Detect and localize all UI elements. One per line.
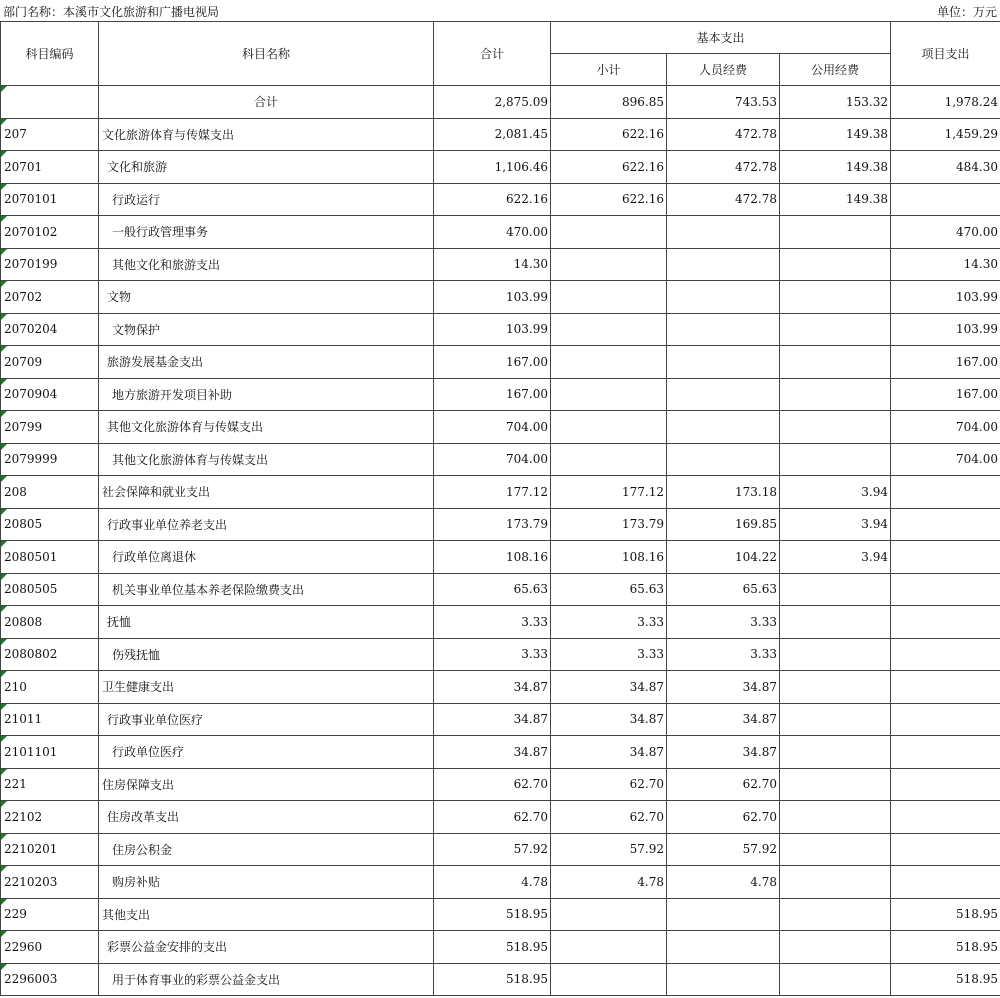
- cell-public: [780, 736, 891, 769]
- table-row: [1, 346, 1000, 379]
- column-header-basic: 基本支出: [551, 22, 891, 54]
- cell-total: 2,875.09: [434, 86, 551, 119]
- cell-project: 1,459.29: [891, 118, 1000, 151]
- cell-personnel: 34.87: [667, 736, 780, 769]
- cell-code: 22960: [1, 931, 99, 964]
- cell-code: 2080505: [1, 573, 99, 606]
- table-row: [1, 671, 1000, 704]
- cell-personnel: 62.70: [667, 801, 780, 834]
- cell-public: 153.32: [780, 86, 891, 119]
- cell-subtotal: [551, 411, 667, 444]
- cell-public: [780, 573, 891, 606]
- table-row: [1, 573, 1000, 606]
- cell-code: 20702: [1, 281, 99, 314]
- cell-name: 行政事业单位医疗: [99, 703, 434, 736]
- cell-personnel: [667, 216, 780, 249]
- cell-total: 62.70: [434, 801, 551, 834]
- cell-subtotal: 622.16: [551, 151, 667, 184]
- cell-personnel: 65.63: [667, 573, 780, 606]
- table-row: [1, 411, 1000, 444]
- cell-name: 用于体育事业的彩票公益金支出: [99, 963, 434, 996]
- expenditure-table: [0, 21, 1000, 996]
- cell-total: 103.99: [434, 313, 551, 346]
- cell-code: 207: [1, 118, 99, 151]
- cell-project: 103.99: [891, 281, 1000, 314]
- cell-personnel: [667, 411, 780, 444]
- cell-name: 其他文化和旅游支出: [99, 248, 434, 281]
- column-header-total: 合计: [434, 22, 551, 86]
- cell-project: [891, 508, 1000, 541]
- cell-subtotal: [551, 378, 667, 411]
- cell-public: [780, 833, 891, 866]
- cell-project: 167.00: [891, 346, 1000, 379]
- cell-code: 20805: [1, 508, 99, 541]
- cell-subtotal: 34.87: [551, 703, 667, 736]
- cell-project: 518.95: [891, 931, 1000, 964]
- cell-code: 21011: [1, 703, 99, 736]
- cell-project: 484.30: [891, 151, 1000, 184]
- cell-name: 文化和旅游: [99, 151, 434, 184]
- column-header-name: 科目名称: [99, 22, 434, 86]
- cell-personnel: [667, 248, 780, 281]
- cell-subtotal: [551, 281, 667, 314]
- cell-code: 210: [1, 671, 99, 704]
- cell-public: [780, 768, 891, 801]
- cell-public: 3.94: [780, 476, 891, 509]
- table-row: [1, 313, 1000, 346]
- table-body: [1, 86, 1000, 996]
- cell-name: 购房补贴: [99, 866, 434, 899]
- cell-name: 卫生健康支出: [99, 671, 434, 704]
- cell-name: 抚恤: [99, 606, 434, 639]
- cell-name: 伤残抚恤: [99, 638, 434, 671]
- cell-name: 文物: [99, 281, 434, 314]
- table-row: [1, 866, 1000, 899]
- cell-public: [780, 963, 891, 996]
- cell-personnel: [667, 281, 780, 314]
- cell-personnel: [667, 898, 780, 931]
- cell-public: [780, 671, 891, 704]
- cell-total: 470.00: [434, 216, 551, 249]
- cell-project: [891, 671, 1000, 704]
- table-row: [1, 183, 1000, 216]
- cell-public: [780, 638, 891, 671]
- cell-code: 2080501: [1, 541, 99, 574]
- cell-name: 一般行政管理事务: [99, 216, 434, 249]
- cell-total: 65.63: [434, 573, 551, 606]
- cell-total: 34.87: [434, 703, 551, 736]
- cell-code: 2210203: [1, 866, 99, 899]
- cell-code: 22102: [1, 801, 99, 834]
- cell-name: 行政事业单位养老支出: [99, 508, 434, 541]
- cell-total: 14.30: [434, 248, 551, 281]
- cell-total: 108.16: [434, 541, 551, 574]
- cell-code: 208: [1, 476, 99, 509]
- cell-name: 行政单位离退休: [99, 541, 434, 574]
- cell-total: 1,106.46: [434, 151, 551, 184]
- cell-name: 住房公积金: [99, 833, 434, 866]
- cell-personnel: 104.22: [667, 541, 780, 574]
- cell-project: 470.00: [891, 216, 1000, 249]
- cell-code: 2070102: [1, 216, 99, 249]
- cell-personnel: 472.78: [667, 183, 780, 216]
- cell-code: 2070204: [1, 313, 99, 346]
- cell-personnel: 743.53: [667, 86, 780, 119]
- table-row: [1, 801, 1000, 834]
- cell-code: 221: [1, 768, 99, 801]
- table-row: [1, 541, 1000, 574]
- cell-project: 704.00: [891, 411, 1000, 444]
- cell-code: [1, 86, 99, 119]
- table-header: [1, 22, 1000, 86]
- cell-project: [891, 866, 1000, 899]
- cell-personnel: 57.92: [667, 833, 780, 866]
- cell-public: [780, 898, 891, 931]
- cell-total: 173.79: [434, 508, 551, 541]
- cell-subtotal: 896.85: [551, 86, 667, 119]
- cell-subtotal: [551, 443, 667, 476]
- cell-public: [780, 703, 891, 736]
- cell-subtotal: 57.92: [551, 833, 667, 866]
- cell-public: [780, 606, 891, 639]
- cell-project: [891, 183, 1000, 216]
- cell-name: 旅游发展基金支出: [99, 346, 434, 379]
- table-row: [1, 833, 1000, 866]
- table-row: [1, 443, 1000, 476]
- cell-name: 其他支出: [99, 898, 434, 931]
- report-header: [0, 0, 1000, 22]
- cell-project: [891, 638, 1000, 671]
- cell-public: [780, 313, 891, 346]
- table-row: [1, 216, 1000, 249]
- cell-subtotal: 622.16: [551, 118, 667, 151]
- cell-public: 149.38: [780, 118, 891, 151]
- cell-personnel: 472.78: [667, 118, 780, 151]
- cell-project: [891, 768, 1000, 801]
- cell-total: 2,081.45: [434, 118, 551, 151]
- cell-project: [891, 703, 1000, 736]
- cell-name: 住房保障支出: [99, 768, 434, 801]
- cell-name: 地方旅游开发项目补助: [99, 378, 434, 411]
- cell-code: 2070101: [1, 183, 99, 216]
- cell-name: 其他文化旅游体育与传媒支出: [99, 443, 434, 476]
- department-name: 部门名称：本溪市文化旅游和广播电视局: [3, 5, 220, 19]
- cell-subtotal: [551, 313, 667, 346]
- cell-name: 文化旅游体育与传媒支出: [99, 118, 434, 151]
- cell-total: 4.78: [434, 866, 551, 899]
- cell-total: 518.95: [434, 898, 551, 931]
- cell-subtotal: [551, 346, 667, 379]
- column-header-code: 科目编码: [1, 22, 99, 86]
- cell-personnel: 169.85: [667, 508, 780, 541]
- cell-personnel: 3.33: [667, 638, 780, 671]
- cell-code: 229: [1, 898, 99, 931]
- cell-subtotal: 3.33: [551, 638, 667, 671]
- cell-public: 3.94: [780, 508, 891, 541]
- cell-code: 2070904: [1, 378, 99, 411]
- cell-total: 622.16: [434, 183, 551, 216]
- column-header-personnel: 人员经费: [667, 54, 780, 86]
- cell-project: [891, 833, 1000, 866]
- cell-project: 518.95: [891, 963, 1000, 996]
- cell-code: 2080802: [1, 638, 99, 671]
- column-header-subtotal: 小计: [551, 54, 667, 86]
- cell-public: [780, 378, 891, 411]
- cell-subtotal: 34.87: [551, 671, 667, 704]
- cell-project: [891, 476, 1000, 509]
- cell-public: [780, 931, 891, 964]
- cell-total: 34.87: [434, 671, 551, 704]
- cell-project: [891, 801, 1000, 834]
- cell-subtotal: [551, 898, 667, 931]
- cell-total: 57.92: [434, 833, 551, 866]
- table-row: [1, 703, 1000, 736]
- cell-personnel: [667, 313, 780, 346]
- cell-public: [780, 866, 891, 899]
- cell-subtotal: 177.12: [551, 476, 667, 509]
- cell-subtotal: [551, 216, 667, 249]
- cell-personnel: 472.78: [667, 151, 780, 184]
- cell-total: 704.00: [434, 411, 551, 444]
- cell-public: [780, 248, 891, 281]
- cell-personnel: [667, 963, 780, 996]
- cell-public: 149.38: [780, 183, 891, 216]
- cell-total: 62.70: [434, 768, 551, 801]
- cell-total: 3.33: [434, 606, 551, 639]
- cell-subtotal: 108.16: [551, 541, 667, 574]
- cell-subtotal: 3.33: [551, 606, 667, 639]
- cell-personnel: 3.33: [667, 606, 780, 639]
- cell-project: [891, 606, 1000, 639]
- cell-subtotal: 65.63: [551, 573, 667, 606]
- cell-total: 3.33: [434, 638, 551, 671]
- cell-public: 3.94: [780, 541, 891, 574]
- cell-subtotal: 62.70: [551, 768, 667, 801]
- cell-personnel: 173.18: [667, 476, 780, 509]
- cell-personnel: 34.87: [667, 671, 780, 704]
- cell-public: 149.38: [780, 151, 891, 184]
- cell-public: [780, 411, 891, 444]
- cell-code: 2296003: [1, 963, 99, 996]
- cell-project: 518.95: [891, 898, 1000, 931]
- cell-total: 704.00: [434, 443, 551, 476]
- cell-project: [891, 573, 1000, 606]
- table-row: [1, 476, 1000, 509]
- table-row: [1, 638, 1000, 671]
- cell-code: 2079999: [1, 443, 99, 476]
- cell-project: 1,978.24: [891, 86, 1000, 119]
- cell-name: 合计: [99, 86, 434, 119]
- cell-total: 167.00: [434, 378, 551, 411]
- cell-name: 行政单位医疗: [99, 736, 434, 769]
- cell-code: 2101101: [1, 736, 99, 769]
- table-row: [1, 931, 1000, 964]
- cell-personnel: [667, 931, 780, 964]
- cell-total: 34.87: [434, 736, 551, 769]
- cell-personnel: 62.70: [667, 768, 780, 801]
- cell-name: 机关事业单位基本养老保险缴费支出: [99, 573, 434, 606]
- cell-project: [891, 541, 1000, 574]
- cell-subtotal: 62.70: [551, 801, 667, 834]
- cell-public: [780, 801, 891, 834]
- cell-personnel: 4.78: [667, 866, 780, 899]
- cell-total: 103.99: [434, 281, 551, 314]
- unit-label: 单位：万元: [936, 5, 997, 19]
- cell-total: 177.12: [434, 476, 551, 509]
- table-row: [1, 248, 1000, 281]
- cell-name: 彩票公益金安排的支出: [99, 931, 434, 964]
- cell-public: [780, 281, 891, 314]
- table-row: [1, 151, 1000, 184]
- cell-code: 20701: [1, 151, 99, 184]
- cell-code: 2210201: [1, 833, 99, 866]
- cell-project: [891, 736, 1000, 769]
- cell-project: 704.00: [891, 443, 1000, 476]
- cell-name: 其他文化旅游体育与传媒支出: [99, 411, 434, 444]
- cell-personnel: 34.87: [667, 703, 780, 736]
- cell-public: [780, 216, 891, 249]
- cell-subtotal: [551, 248, 667, 281]
- cell-personnel: [667, 378, 780, 411]
- cell-name: 社会保障和就业支出: [99, 476, 434, 509]
- cell-name: 住房改革支出: [99, 801, 434, 834]
- table-row: [1, 378, 1000, 411]
- cell-code: 20799: [1, 411, 99, 444]
- cell-subtotal: 34.87: [551, 736, 667, 769]
- cell-personnel: [667, 443, 780, 476]
- cell-code: 20808: [1, 606, 99, 639]
- table-row: [1, 606, 1000, 639]
- cell-subtotal: [551, 963, 667, 996]
- cell-name: 文物保护: [99, 313, 434, 346]
- column-header-public: 公用经费: [780, 54, 891, 86]
- table-row: [1, 736, 1000, 769]
- cell-personnel: [667, 346, 780, 379]
- cell-subtotal: [551, 931, 667, 964]
- cell-project: 14.30: [891, 248, 1000, 281]
- cell-total: 518.95: [434, 931, 551, 964]
- cell-code: 20709: [1, 346, 99, 379]
- cell-code: 2070199: [1, 248, 99, 281]
- table-row: [1, 118, 1000, 151]
- cell-name: 行政运行: [99, 183, 434, 216]
- cell-subtotal: 622.16: [551, 183, 667, 216]
- cell-public: [780, 346, 891, 379]
- cell-total: 518.95: [434, 963, 551, 996]
- table-row: [1, 898, 1000, 931]
- cell-subtotal: 173.79: [551, 508, 667, 541]
- cell-total: 167.00: [434, 346, 551, 379]
- table-row: [1, 86, 1000, 119]
- table-row: [1, 281, 1000, 314]
- cell-subtotal: 4.78: [551, 866, 667, 899]
- cell-project: 167.00: [891, 378, 1000, 411]
- column-header-project: 项目支出: [891, 22, 1000, 86]
- table-row: [1, 508, 1000, 541]
- cell-project: 103.99: [891, 313, 1000, 346]
- table-row: [1, 963, 1000, 996]
- table-row: [1, 768, 1000, 801]
- cell-public: [780, 443, 891, 476]
